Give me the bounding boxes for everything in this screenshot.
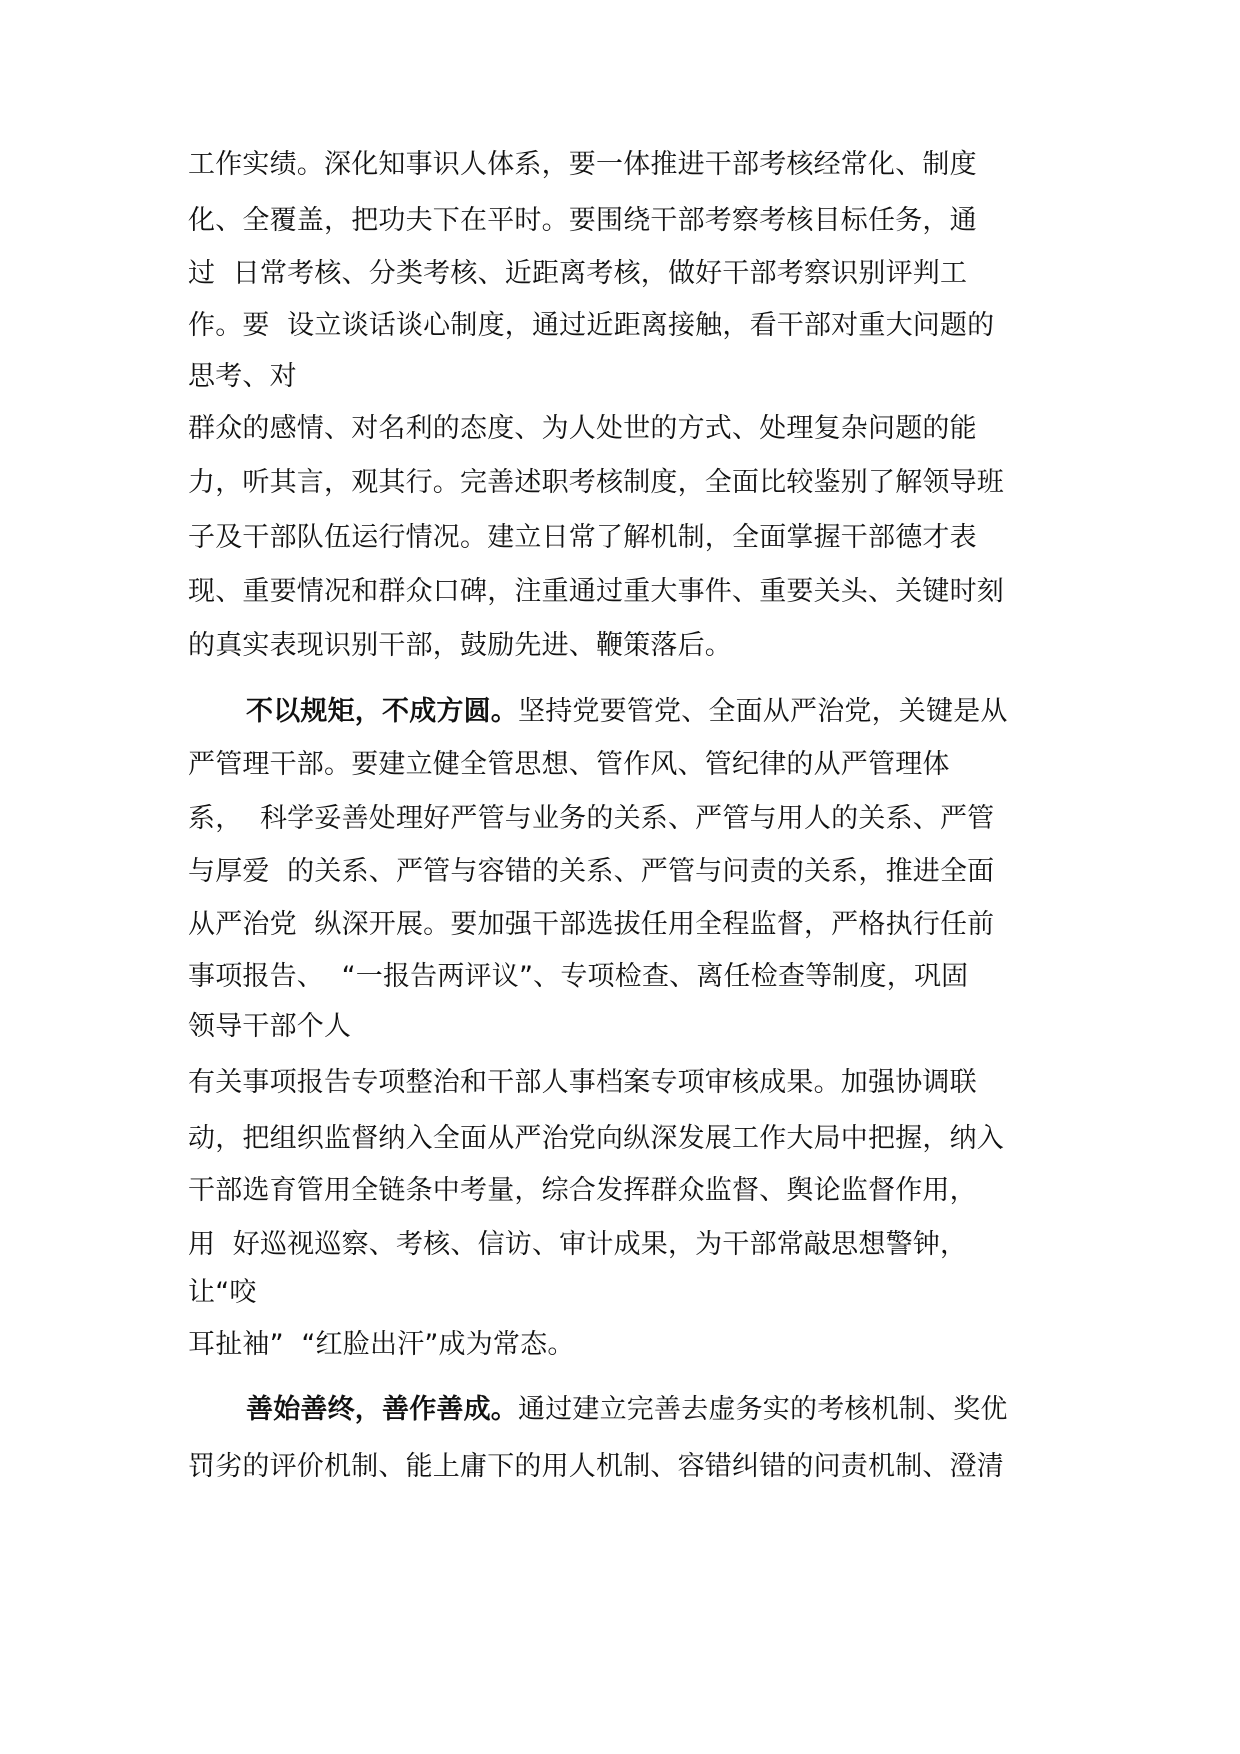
- text-line: 化、全覆盖，把功夫下在平时。要围绕干部考察考核目标任务，通: [188, 205, 977, 236]
- text-line: 耳扯袖” “红脸出汗”成为常态。: [188, 1329, 575, 1360]
- text-line: 领导干部个人: [188, 1011, 352, 1042]
- text-line: 系， 科学妥善处理好严管与业务的关系、严管与用人的关系、严管: [188, 803, 995, 834]
- text-line: 动，把组织监督纳入全面从严治党向纵深发展工作大局中把握，纳入: [188, 1123, 1004, 1154]
- text-line: 现、重要情况和群众口碑，注重通过重大事件、重要关头、关键时刻: [188, 576, 1004, 607]
- text-line: 干部选育管用全链条中考量，综合发挥群众监督、舆论监督作用，: [188, 1175, 977, 1206]
- paragraph-lead-line: [246, 695, 1008, 729]
- text-line: 用 好巡视巡察、考核、信访、审计成果，为干部常敲思想警钟，: [188, 1229, 968, 1260]
- text-line: 力，听其言，观其行。完善述职考核制度，全面比较鉴别了解领导班: [188, 467, 1004, 498]
- text-line: 与厚爱 的关系、严管与容错的关系、严管与问责的关系，推进全面: [188, 856, 995, 887]
- text-line: 子及干部队伍运行情况。建立日常了解机制，全面掌握干部德才表: [188, 522, 977, 553]
- text-line: 让“咬: [188, 1277, 257, 1308]
- text-line: 思考、对: [188, 361, 297, 392]
- text-line: 严管理干部。要建立健全管思想、管作风、管纪律的从严管理体: [188, 749, 950, 780]
- paragraph-text: 通过建立完善去虚务实的考核机制、奖优: [518, 1394, 1008, 1425]
- text-line: 工作实绩。深化知事识人体系，要一体推进干部考核经常化、制度: [188, 149, 977, 180]
- text-line: 群众的感情、对名利的态度、为人处世的方式、处理复杂问题的能: [188, 413, 977, 444]
- text-line: 过 日常考核、分类考核、近距离考核，做好干部考察识别评判工: [188, 258, 968, 289]
- text-line: 从严治党 纵深开展。要加强干部选拔任用全程监督，严格执行任前: [188, 909, 995, 940]
- paragraph-lead-line: [246, 1393, 1008, 1427]
- text-line: 有关事项报告专项整治和干部人事档案专项审核成果。加强协调联: [188, 1067, 977, 1098]
- text-line: 罚劣的评价机制、能上庸下的用人机制、容错纠错的问责机制、澄清: [188, 1451, 1004, 1482]
- text-line: 的真实表现识别干部，鼓励先进、鞭策落后。: [188, 630, 732, 661]
- text-line: 事项报告、 “一报告两评议”、专项检查、离任检查等制度，巩固: [188, 961, 969, 992]
- paragraph-heading: 善始善终，善作善成。: [246, 1394, 518, 1425]
- paragraph-text: 坚持党要管党、全面从严治党，关键是从: [518, 696, 1008, 727]
- text-line: 作。要 设立谈话谈心制度，通过近距离接触，看干部对重大问题的: [188, 310, 995, 341]
- paragraph-heading: 不以规矩，不成方圆。: [246, 696, 518, 727]
